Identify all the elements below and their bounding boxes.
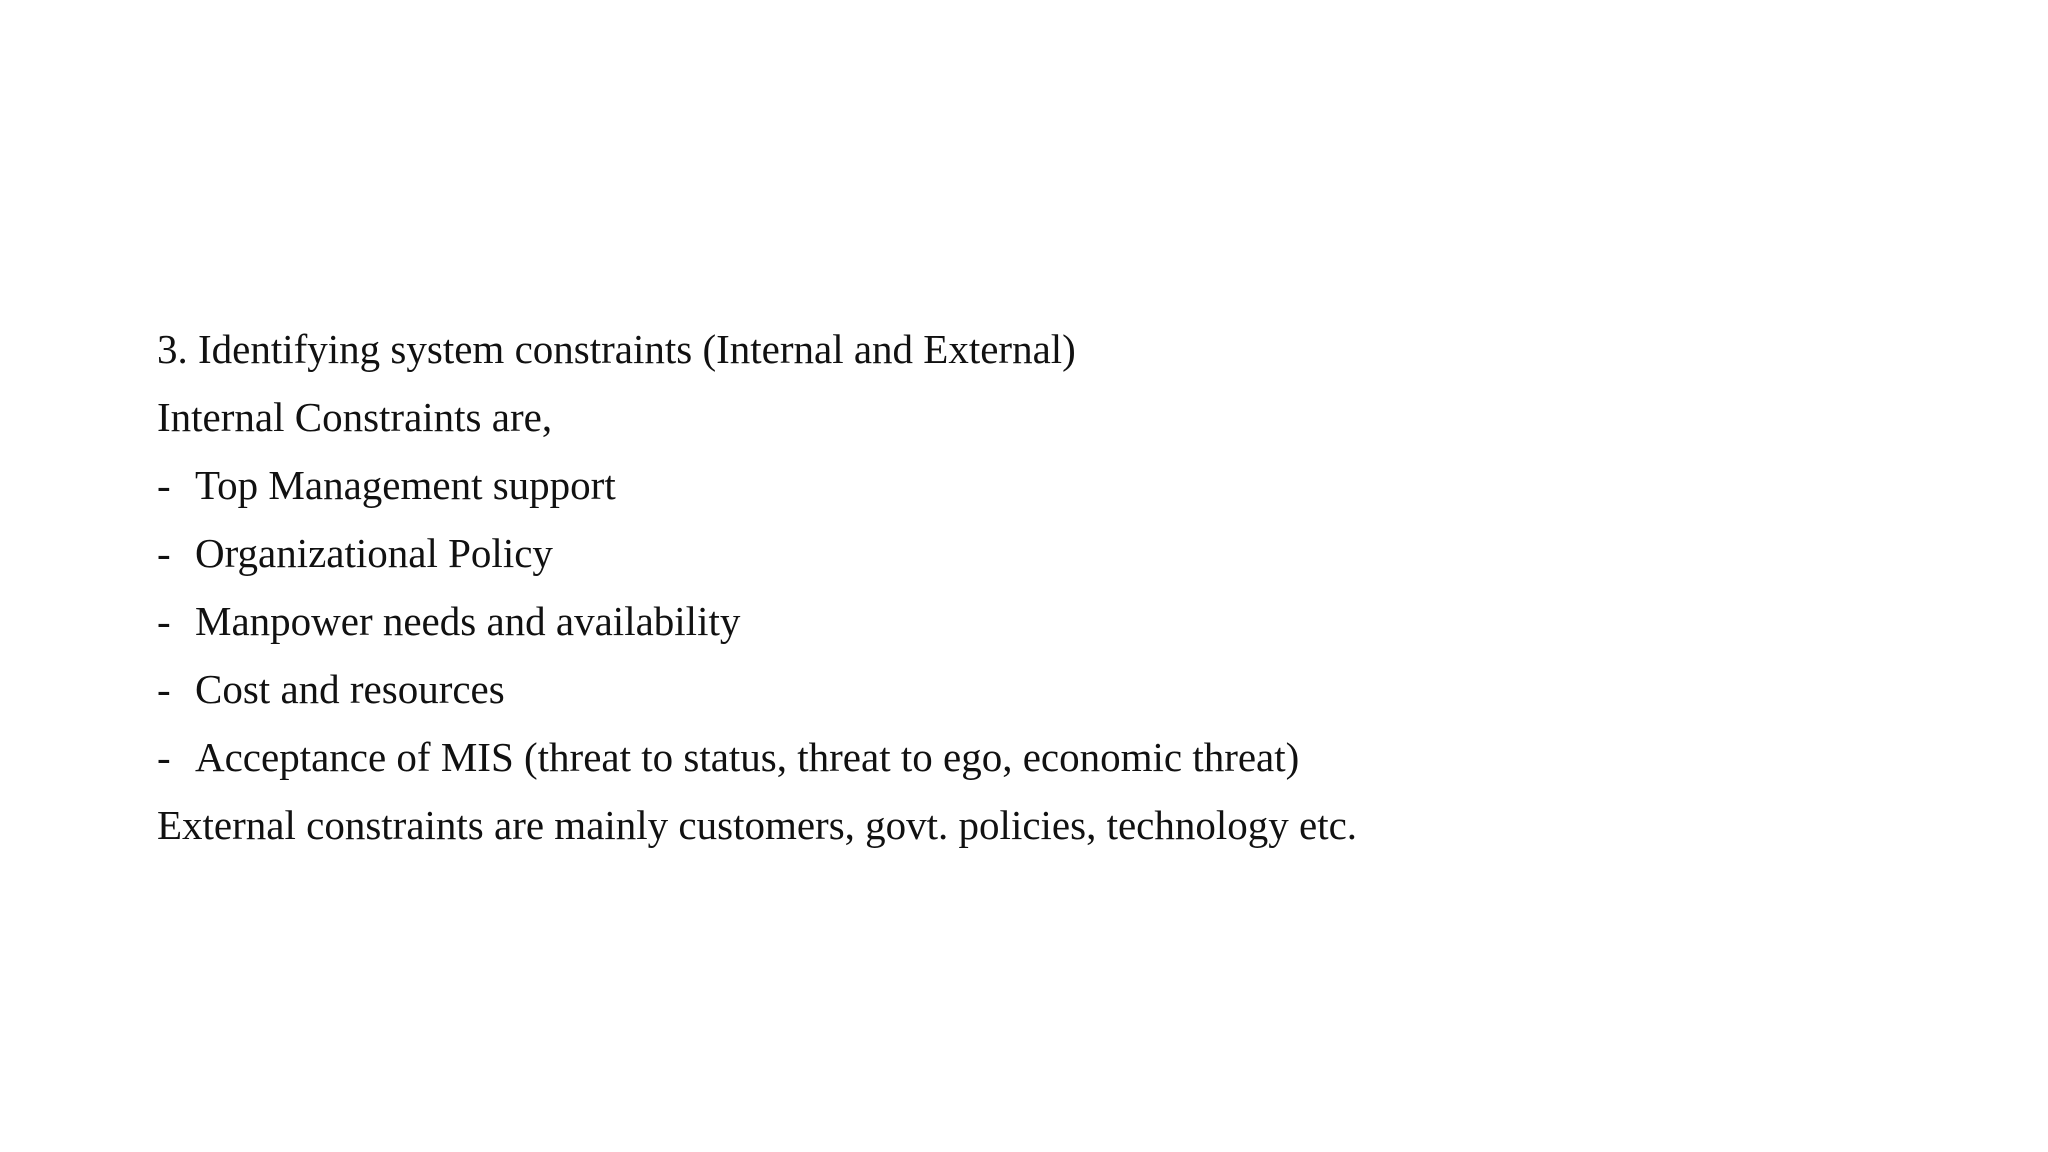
section-heading: 3. Identifying system constraints (Internal and External) xyxy=(157,326,1076,372)
list-item xyxy=(157,519,1907,587)
internal-constraints-intro: Internal Constraints are, xyxy=(157,394,553,440)
external-constraints-text: External constraints are mainly customers, govt. policies, technology etc. xyxy=(157,802,1358,848)
list-item xyxy=(157,655,1907,723)
slide-body xyxy=(157,315,1907,859)
bullet-dash: - xyxy=(157,462,171,508)
list-item-text: Manpower needs and availability xyxy=(195,598,741,644)
bullet-dash: - xyxy=(157,598,171,644)
list-item xyxy=(157,587,1907,655)
bullet-dash: - xyxy=(157,666,171,712)
list-item-text: Organizational Policy xyxy=(195,530,553,576)
bullet-dash: - xyxy=(157,734,171,780)
list-item-text: Acceptance of MIS (threat to status, threat to ego, economic threat) xyxy=(195,734,1300,780)
list-item-text: Cost and resources xyxy=(195,666,505,712)
list-item xyxy=(157,723,1907,791)
bullet-dash: - xyxy=(157,530,171,576)
list-item-text: Top Management support xyxy=(195,462,616,508)
list-item xyxy=(157,451,1907,519)
